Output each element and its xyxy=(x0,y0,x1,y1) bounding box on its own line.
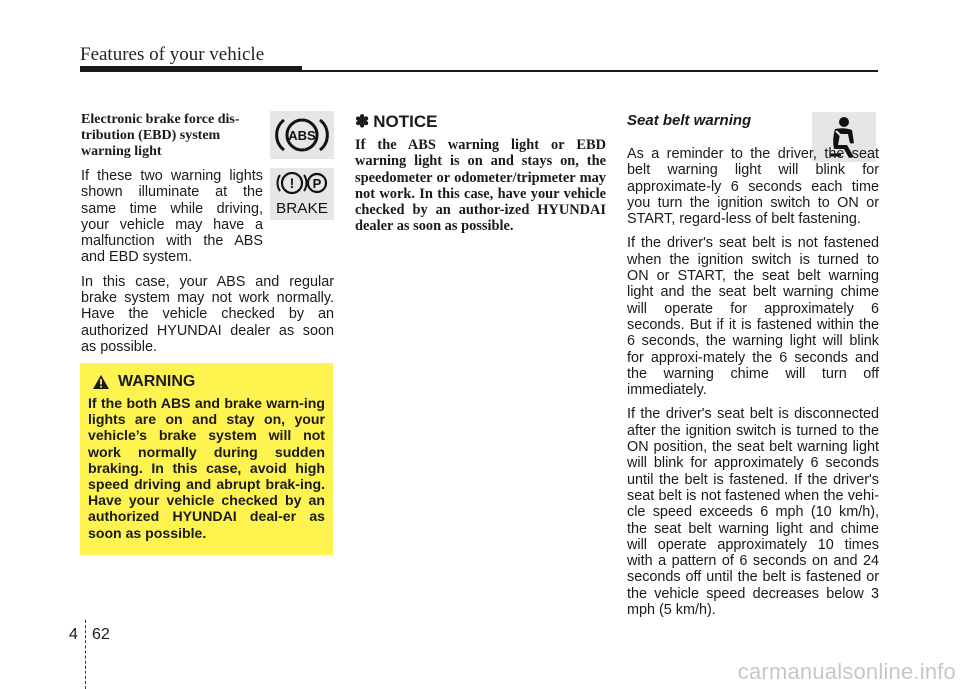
page-header-title: Features of your vehicle xyxy=(80,44,265,65)
warning-triangle-icon xyxy=(92,374,110,390)
watermark-text: carmanualsonline.info xyxy=(737,659,956,684)
seatbelt-paragraph-3: If the driver's seat belt is disconnected after the ignition switch is turned to the ON position, the seat belt warning light will blink for approximately 6 seconds until the belt is fastened. If the driver's seat belt is not fastened when the vehi-cle speed exceeds 6 mph (10 km/h), the seat belt warning light and chime will operate approximately 10 times with a pattern of 6 seconds on and 24 seconds off until the belt is fastened or the vehicle speed decreases below 3 mph (5 km/h). xyxy=(627,406,879,619)
column-ebd xyxy=(81,112,334,355)
seatbelt-paragraph-2: If the driver's seat belt is not fastened when the ignition switch is turned to ON or START, the seat belt warning light and the seat belt warning chime will operate for approximately 6 seconds. But if it is fastened within the 6 seconds, the warning light will blink for approxi-mately the 6 seconds and the warning chime will turn off immediately. xyxy=(627,235,879,399)
brake-exclamation: ! xyxy=(289,175,295,191)
notice-heading xyxy=(355,112,606,132)
notice-symbol-icon: ✽ xyxy=(355,112,370,131)
ebd-paragraph-2: In this case, your ABS and regular brake system may not work normally. Have the vehicle checked by an authorized HYUNDAI dealer as soon as possible. xyxy=(81,273,334,355)
brake-icon-label: BRAKE xyxy=(276,201,329,217)
warning-header xyxy=(92,373,325,391)
abs-icon-label: ABS xyxy=(288,128,316,143)
seatbelt-heading: Seat belt warning xyxy=(627,112,752,129)
column-notice xyxy=(355,112,606,235)
ebd-heading: Electronic brake force dis- tribution (EBD) system warning light xyxy=(81,112,240,159)
warning-text: If the both ABS and brake warn-ing lights are on and stay on, your vehicle’s brake system will not work normally during sudden braking. In this case, avoid high speed driving and abrupt brak-ing. Have your vehicle checked by an authorized HYUNDAI deal-er as soon as possible. xyxy=(88,395,325,541)
column-seatbelt xyxy=(627,112,879,618)
warning-box xyxy=(80,363,333,555)
ebd-paragraph-1: If these two warning lights shown illuminate at the same time while driving, your vehicle may have a malfunction with the ABS and EBD system. xyxy=(81,168,263,266)
seatbelt-paragraph-1: As a reminder to the driver, the seat belt warning light will blink for approximate-ly 6 seconds each time you turn the ignition switch to ON or START, regard-less of belt fastening. xyxy=(627,146,879,228)
footer-chapter-number: 4 xyxy=(69,626,78,643)
warning-title: WARNING xyxy=(118,373,196,390)
notice-text: If the ABS warning light or EBD warning light is on and stays on, the speedometer or odometer/tripmeter may not work. In this case, have your vehicle checked by an author-ized HYUNDAI dealer as soon as possible. xyxy=(355,137,606,235)
header-rule-thick xyxy=(80,66,302,72)
header-rule-thin xyxy=(300,70,878,72)
footer-divider xyxy=(85,620,86,689)
footer-page-number: 62 xyxy=(92,626,110,643)
brake-p-letter: P xyxy=(312,176,322,191)
notice-title: NOTICE xyxy=(373,112,438,131)
